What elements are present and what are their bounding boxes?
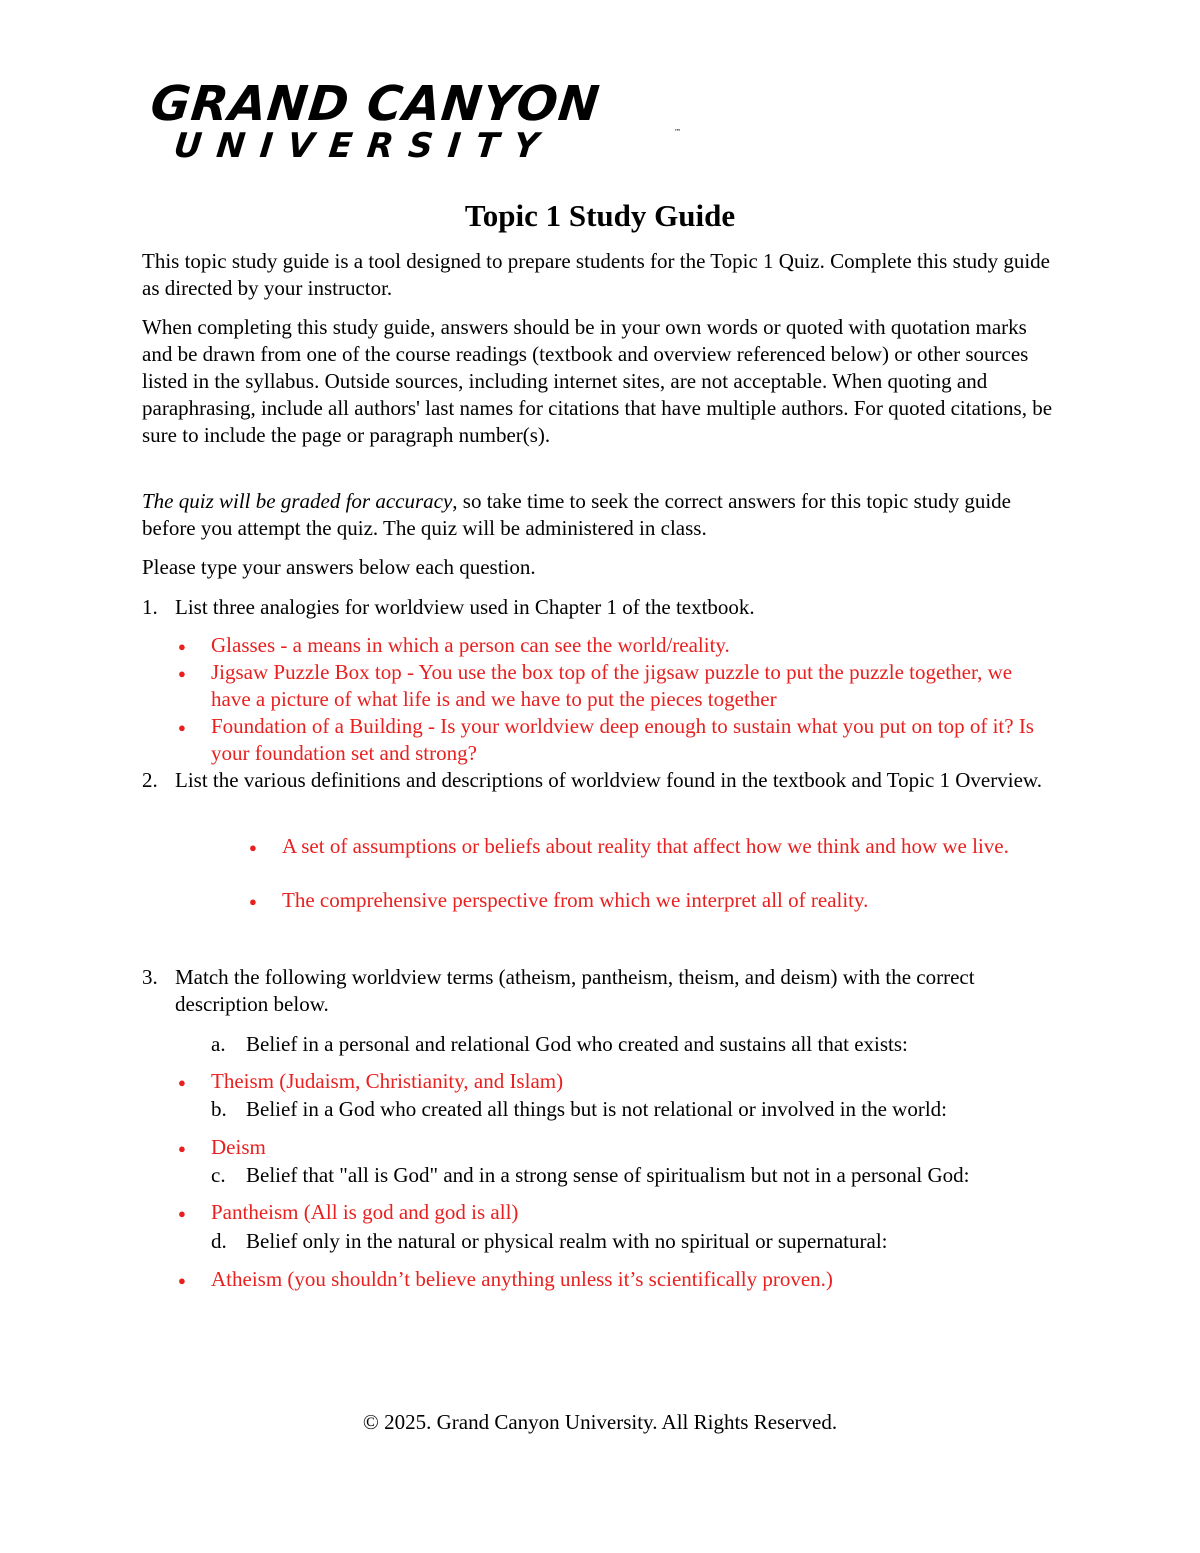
- question-1-text: List three analogies for worldview used in Chapter 1 of the textbook.: [175, 595, 755, 619]
- q1-answer-1: Glasses - a means in which a person can see the world/reality.: [211, 633, 730, 657]
- part-a-letter: a.: [211, 1032, 226, 1056]
- question-3-number: 3.: [142, 965, 158, 989]
- q2-answer-1: A set of assumptions or beliefs about reality that affect how we think and how we live.: [282, 834, 1009, 858]
- part-d-text: Belief only in the natural or physical realm with no spiritual or supernatural:: [246, 1229, 888, 1253]
- logo-trademark: ™: [674, 128, 681, 136]
- question-1-number: 1.: [142, 595, 158, 619]
- question-2-text: List the various definitions and descriptions of worldview found in the textbook and Topic 1 Overview.: [175, 768, 1042, 792]
- part-b-text: Belief in a God who created all things but is not relational or involved in the world:: [246, 1097, 948, 1121]
- instructions-paragraph: When completing this study guide, answers should be in your own words or quoted with quotation marks and be drawn from one of the course readings (textbook and overview referenced below) or other sources listed in the syllabus. Outside sources, including internet sites, are not acceptable. When quoting and paraphrasing, include all authors' last names for citations that have multiple authors. For quoted citations, be sure to include the page or paragraph number(s).: [142, 315, 1053, 447]
- intro-paragraph: This topic study guide is a tool designed to prepare students for the Topic 1 Quiz. Complete this study guide as directed by your instructor.: [142, 249, 1051, 300]
- bullet-icon: ●: [178, 1141, 186, 1156]
- bullet-icon: ●: [178, 666, 186, 681]
- question-3-text: Match the following worldview terms (atheism, pantheism, theism, and deism) with the correct description below.: [175, 965, 975, 1016]
- part-c-text: Belief that "all is God" and in a strong sense of spiritualism but not in a personal God:: [246, 1163, 970, 1187]
- copyright-footer: © 2025. Grand Canyon University. All Rights Reserved.: [362, 1410, 838, 1434]
- part-c-answer: Pantheism (All is god and god is all): [211, 1200, 519, 1224]
- logo-line-university: UNIVERSITY: [171, 126, 556, 166]
- q1-answer-2: Jigsaw Puzzle Box top - You use the box top of the jigsaw puzzle to put the puzzle together, we have a picture of what life is and we have to put the pieces together: [211, 660, 1013, 711]
- accuracy-rest: , so take time to seek the correct answers for this topic study guide before you attempt the quiz. The quiz will be administered in class.: [142, 489, 1011, 540]
- page-title: Topic 1 Study Guide: [464, 198, 736, 233]
- accuracy-italic: The quiz will be graded for accuracy: [142, 489, 453, 513]
- logo-line-grand-canyon: GRAND CANYON: [148, 76, 603, 132]
- part-a-text: Belief in a personal and relational God who created and sustains all that exists:: [246, 1032, 908, 1056]
- accuracy-paragraph: [142, 488, 1062, 542]
- part-a-answer: Theism (Judaism, Christianity, and Islam): [211, 1069, 564, 1093]
- q1-answer-3: Foundation of a Building - Is your worldview deep enough to sustain what you put on top of it? Is your foundation set and strong?: [211, 714, 1034, 765]
- bullet-icon: ●: [249, 894, 257, 909]
- bullet-icon: ●: [178, 1075, 186, 1090]
- part-b-letter: b.: [211, 1097, 227, 1121]
- bullet-icon: ●: [178, 1273, 186, 1288]
- bullet-icon: ●: [249, 840, 257, 855]
- part-d-answer: Atheism (you shouldn’t believe anything unless it’s scientifically proven.): [211, 1267, 833, 1291]
- part-b-answer: Deism: [211, 1135, 266, 1159]
- bullet-icon: ●: [178, 639, 186, 654]
- bullet-icon: ●: [178, 720, 186, 735]
- part-d-letter: d.: [211, 1229, 227, 1253]
- q2-answer-2: The comprehensive perspective from which we interpret all of reality.: [282, 888, 869, 912]
- question-2-number: 2.: [142, 768, 158, 792]
- please-paragraph: Please type your answers below each question.: [142, 555, 536, 579]
- part-c-letter: c.: [211, 1163, 226, 1187]
- bullet-icon: ●: [178, 1206, 186, 1221]
